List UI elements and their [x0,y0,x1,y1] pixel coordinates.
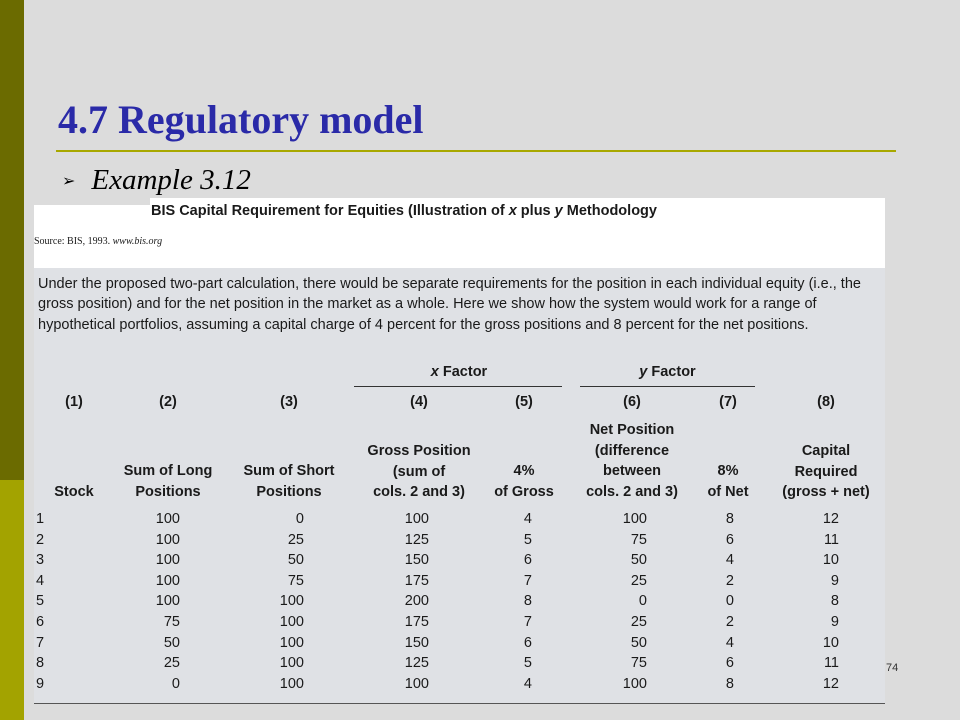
table-cell: 6 [523,552,532,569]
column-number: (4) [410,394,428,410]
table-row [34,509,885,530]
table-cell: 7 [523,614,532,630]
table-cell: 175 [404,614,429,630]
table-cell: 100 [279,634,304,651]
table-cell: 10 [822,634,839,651]
table-cell: 100 [622,511,647,527]
table-cell: 12 [822,511,839,527]
table-row [34,530,885,551]
table-cell: 0 [295,511,304,527]
table-cell: 100 [155,572,180,589]
table-cell: 100 [279,593,304,610]
table-cell: 175 [404,572,429,589]
column-number: (5) [515,394,533,410]
column-number: (1) [65,394,83,410]
table-cell: 0 [638,593,647,610]
table-cell: 4 [725,552,734,569]
table-cell: 100 [155,593,180,610]
y-factor-rule [580,386,755,387]
table-cell: 0 [725,593,734,610]
figure-source: Source: BIS, 1993. www.bis.org [34,236,163,247]
table-figure [34,198,885,704]
table-cell: 1 [35,511,45,527]
table-cell: 125 [404,655,429,672]
left-accent-bar-dark [0,0,24,480]
table-cell: 8 [725,511,734,527]
table-cell: 2 [725,572,734,589]
table-cell: 100 [155,531,180,548]
table-cell: 2 [725,614,734,630]
table-cell: 3 [35,552,45,569]
table-cell: 2 [35,531,45,548]
table-cell: 5 [35,593,45,610]
table-cell: 75 [287,572,304,589]
table-cell: 50 [287,552,304,569]
y-factor-heading: y Factor [639,364,696,380]
table-cell: 7 [523,572,532,589]
table-cell: 8 [725,675,734,692]
table-cell: 0 [171,675,180,692]
column-number: (7) [719,394,737,410]
table-cell: 10 [822,552,839,569]
column-number: (8) [817,394,835,410]
table-cell: 4 [523,511,532,527]
column-number: (2) [159,394,177,410]
table-cell: 100 [404,511,429,527]
table-cell: 25 [163,655,180,672]
table-cell: 9 [830,572,839,589]
column-header-short: Sum of Short Positions [243,463,335,500]
table-bottom-rule [34,703,885,704]
table-cell: 100 [622,675,647,692]
table-cell: 75 [163,614,180,630]
table-cell: 5 [523,531,532,548]
table-row [34,674,885,695]
table-cell: 9 [830,614,839,630]
column-header-gross-pct: 4% of Gross [494,463,554,500]
page-number: 74 [886,662,899,674]
table-cell: 12 [822,675,839,692]
table-cell: 25 [287,531,304,548]
column-header-capital: Capital Required (gross + net) [782,443,870,500]
table-cell: 8 [35,655,45,672]
table-cell: 9 [35,675,45,692]
table-cell: 75 [630,655,647,672]
table-cell: 5 [523,655,532,672]
table-cell: 125 [404,531,429,548]
column-header-long: Sum of Long Positions [123,463,213,500]
left-accent-bar-light [0,480,24,720]
column-header-net: Net Position (difference between cols. 2 and 3) [586,422,678,500]
table-cell: 4 [35,572,45,589]
table-cell: 50 [630,634,647,651]
table-cell: 200 [404,593,429,610]
table-row [34,571,885,592]
table-cell: 11 [823,655,839,672]
figure-header-notch [34,198,150,205]
figure-title: BIS Capital Requirement for Equities (Illustration of x plus y Methodology [151,203,657,219]
table-cell: 11 [823,531,839,548]
bullet-item [62,162,251,198]
table-cell: 25 [630,614,647,630]
table-cell: 150 [404,634,429,651]
column-header-net-pct: 8% of Net [707,463,749,500]
table-cell: 50 [163,634,180,651]
column-header-stock: Stock [54,484,94,500]
table-cell: 100 [279,675,304,692]
table-row [34,591,885,612]
title-underline [56,150,896,152]
table-cell: 6 [523,634,532,651]
arrow-bullet-icon: ➢ [62,170,76,190]
table-cell: 4 [523,675,532,692]
table-cell: 100 [404,675,429,692]
bullet-text: Example 3.12 [91,163,251,196]
table-row [34,653,885,674]
slide-title: 4.7 Regulatory model [58,97,424,142]
x-factor-rule [354,386,562,387]
table-row [34,612,885,633]
table-cell: 8 [830,593,839,610]
table-cell: 4 [725,634,734,651]
table-cell: 6 [725,655,734,672]
figure-description: Under the proposed two-part calculation, there would be separate requirements for the position in each individual equity (i.e., the gross position) and for the net position in the market as a whole. Here we show how the system would work for a range of hypothetical portfolios, assuming a capital charge of 4 percent for the gross positions and 8 percent for the net positions. [38,276,861,333]
table-cell: 100 [155,552,180,569]
table-cell: 6 [725,531,734,548]
table-cell: 8 [523,593,532,610]
table-row [34,633,885,654]
table-cell: 100 [279,655,304,672]
table-cell: 50 [630,552,647,569]
table-cell: 100 [279,614,304,630]
column-number: (6) [623,394,641,410]
table-row [34,550,885,571]
x-factor-heading: x Factor [430,364,488,380]
table-cell: 7 [35,634,45,651]
table-cell: 100 [155,511,180,527]
table-cell: 6 [35,614,45,630]
table-cell: 150 [404,552,429,569]
column-number: (3) [280,394,298,410]
table-cell: 75 [630,531,647,548]
table-cell: 25 [630,572,647,589]
column-header-gross: Gross Position (sum of cols. 2 and 3) [367,443,471,500]
